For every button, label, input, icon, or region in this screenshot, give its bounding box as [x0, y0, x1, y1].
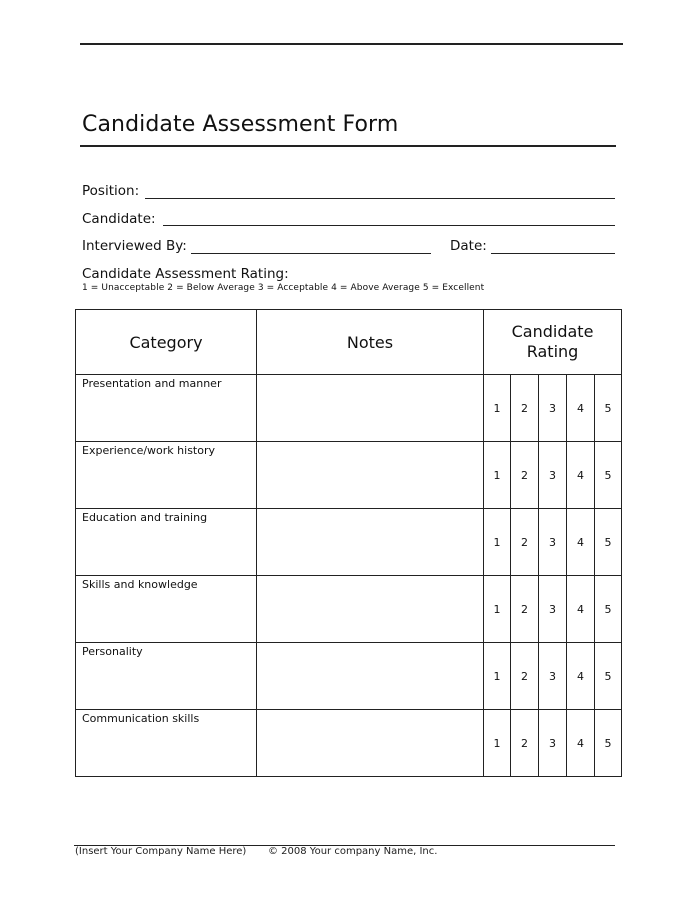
rating-option-1[interactable]: 1 [484, 509, 511, 576]
table-row [76, 710, 622, 777]
rating-option-4[interactable]: 4 [567, 509, 595, 576]
position-field[interactable] [145, 198, 615, 199]
rating-option-2[interactable]: 2 [511, 643, 539, 710]
category-cell: Communication skills [76, 710, 257, 777]
footer-copyright: © 2008 Your company Name, Inc. [268, 846, 438, 857]
rating-option-4[interactable]: 4 [567, 643, 595, 710]
assessment-table [75, 309, 622, 777]
table-row [76, 509, 622, 576]
rating-option-5[interactable]: 5 [595, 509, 622, 576]
rating-option-1[interactable]: 1 [484, 710, 511, 777]
rating-option-1[interactable]: 1 [484, 643, 511, 710]
rating-option-2[interactable]: 2 [511, 710, 539, 777]
page-title: Candidate Assessment Form [82, 112, 399, 137]
date-field[interactable] [491, 253, 615, 254]
rating-option-3[interactable]: 3 [539, 509, 567, 576]
interviewed-by-field[interactable] [191, 253, 431, 254]
notes-header: Notes [257, 310, 484, 375]
rating-option-4[interactable]: 4 [567, 576, 595, 643]
category-header: Category [76, 310, 257, 375]
rating-option-1[interactable]: 1 [484, 375, 511, 442]
rating-heading: Candidate Assessment Rating: [82, 266, 289, 282]
rating-option-2[interactable]: 2 [511, 576, 539, 643]
category-cell: Education and training [76, 509, 257, 576]
table-row [76, 576, 622, 643]
rating-option-2[interactable]: 2 [511, 442, 539, 509]
rating-option-3[interactable]: 3 [539, 442, 567, 509]
footer-company: (Insert Your Company Name Here) [75, 846, 247, 857]
rating-option-3[interactable]: 3 [539, 710, 567, 777]
rating-option-1[interactable]: 1 [484, 576, 511, 643]
candidate-rating-header [484, 310, 622, 375]
table-row [76, 442, 622, 509]
table-header-row [76, 310, 622, 375]
interviewed-by-label: Interviewed By: [82, 238, 187, 254]
rating-option-3[interactable]: 3 [539, 576, 567, 643]
notes-cell[interactable] [257, 442, 484, 509]
notes-cell[interactable] [257, 710, 484, 777]
notes-cell[interactable] [257, 576, 484, 643]
rating-header-line1: Candidate [511, 322, 594, 341]
candidate-field[interactable] [163, 225, 615, 226]
rating-header-line2: Rating [526, 342, 579, 361]
notes-cell[interactable] [257, 643, 484, 710]
table-row [76, 643, 622, 710]
top-rule [80, 43, 623, 45]
rating-option-2[interactable]: 2 [511, 509, 539, 576]
rating-option-5[interactable]: 5 [595, 576, 622, 643]
category-cell: Skills and knowledge [76, 576, 257, 643]
rating-option-5[interactable]: 5 [595, 442, 622, 509]
category-cell: Experience/work history [76, 442, 257, 509]
table-row [76, 375, 622, 442]
title-underline [80, 145, 616, 147]
rating-option-5[interactable]: 5 [595, 375, 622, 442]
category-cell: Presentation and manner [76, 375, 257, 442]
notes-cell[interactable] [257, 375, 484, 442]
rating-option-3[interactable]: 3 [539, 375, 567, 442]
rating-option-1[interactable]: 1 [484, 442, 511, 509]
date-label: Date: [450, 238, 487, 254]
notes-cell[interactable] [257, 509, 484, 576]
position-label: Position: [82, 183, 140, 199]
category-cell: Personality [76, 643, 257, 710]
rating-option-4[interactable]: 4 [567, 442, 595, 509]
rating-option-5[interactable]: 5 [595, 710, 622, 777]
candidate-label: Candidate: [82, 211, 156, 227]
rating-option-5[interactable]: 5 [595, 643, 622, 710]
rating-scale: 1 = Unacceptable 2 = Below Average 3 = Acceptable 4 = Above Average 5 = Excellent [82, 283, 485, 293]
rating-option-4[interactable]: 4 [567, 710, 595, 777]
rating-option-3[interactable]: 3 [539, 643, 567, 710]
rating-option-2[interactable]: 2 [511, 375, 539, 442]
rating-option-4[interactable]: 4 [567, 375, 595, 442]
